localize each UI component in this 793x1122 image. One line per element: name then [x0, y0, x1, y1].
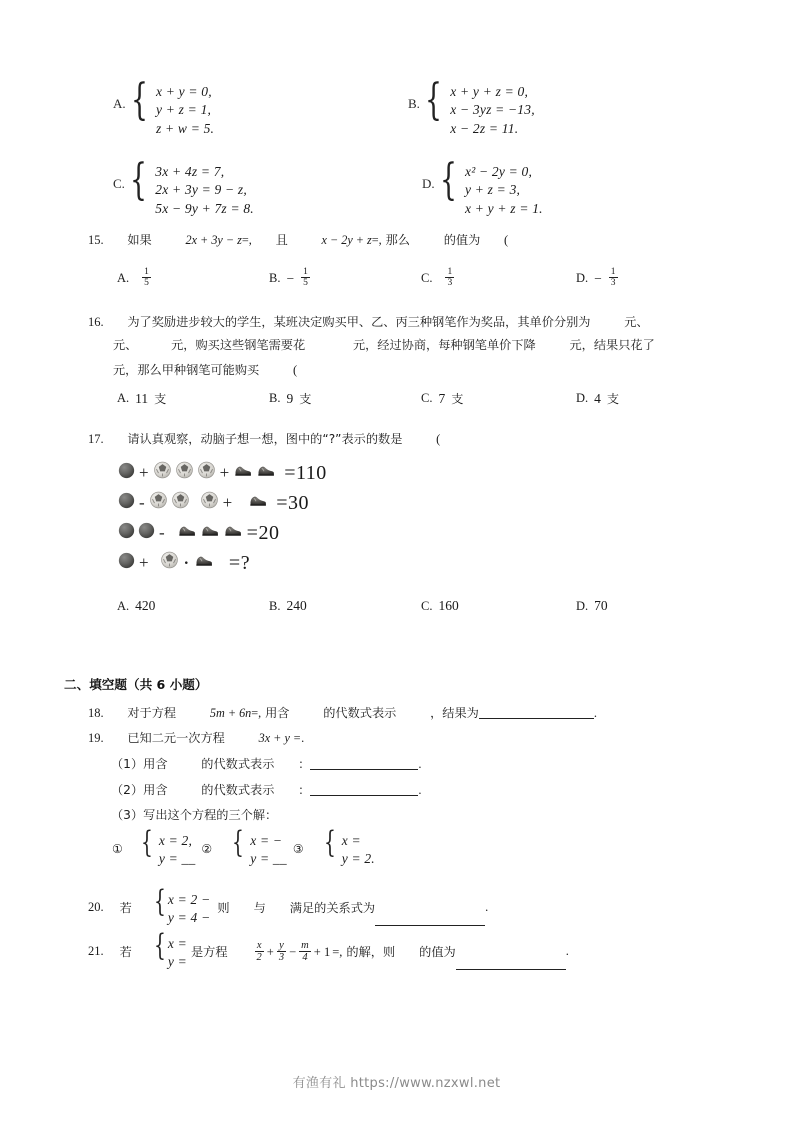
q19-solutions [112, 825, 375, 868]
question-19-sub1 [111, 755, 731, 774]
q16-option-B-unit: 支 [299, 392, 312, 406]
brace-icon: { [424, 75, 442, 125]
shoe-icon [194, 552, 214, 574]
light-ball-icon [197, 461, 216, 485]
q15-option-B-fraction [301, 267, 310, 288]
q19-sub1-label: （1） [111, 757, 144, 771]
q19-sub1-text-b: 的代数式表示 [201, 757, 275, 771]
q15-option-B[interactable] [269, 268, 421, 289]
q15-option-D-fraction [609, 267, 618, 288]
question-16-line2-c: 元，经过协商，每种钢笔单价下降 [352, 338, 536, 352]
q15-option-D-sign: − [594, 270, 602, 286]
brace-icon: { [232, 825, 245, 860]
question-16-line3-a: 元，那么甲种钢笔可能购买 [113, 363, 260, 377]
brace-icon: { [439, 155, 457, 205]
q17-option-B-value: 240 [286, 598, 307, 613]
equation-line: 3x + 4z = 7, [155, 164, 225, 179]
question-15-options [117, 268, 677, 289]
light-ball-icon [171, 491, 190, 515]
fraction-y-over-3 [277, 940, 286, 963]
q17-option-A-key: A. [117, 598, 130, 613]
question-15-text-1: 如果 [127, 233, 152, 247]
q15-option-A-fraction [142, 267, 151, 288]
equation-line: 2x + 3y = 9 − z, [155, 182, 247, 198]
minus-operator: - [139, 493, 145, 512]
brace-icon: { [130, 75, 148, 125]
fraction-m-over-4 [299, 940, 311, 963]
minus-operator: − [289, 945, 297, 960]
question-15-number: 15. [88, 233, 104, 247]
q17-option-C-key: C. [421, 598, 433, 613]
option-C-system [113, 155, 254, 217]
solution-line: x = 2, [158, 833, 193, 848]
system-line: y = 4 − [167, 910, 211, 926]
equation-line: y + z = 1, [156, 102, 212, 118]
option-B-system [408, 75, 535, 137]
question-16-paren: ( [293, 363, 298, 377]
q16-option-A[interactable] [117, 390, 269, 407]
question-21-colon: =, [332, 945, 343, 960]
question-17-paren: ( [436, 432, 441, 446]
q16-option-C-value: 7 [438, 390, 446, 406]
plus-operator: + [139, 463, 149, 482]
plus-operator: + [139, 553, 149, 572]
question-20 [88, 884, 489, 927]
q17-option-B-key: B. [269, 598, 281, 613]
puzzle-line-2-result: =30 [276, 491, 310, 514]
equation-line: z + w = 5. [156, 120, 215, 136]
question-20-text-2: 则 [217, 901, 230, 915]
question-16-line1-a: 为了奖励进步较大的学生，某班决定购买甲、乙、丙三种钢笔作为奖品，其单价分别为 [127, 315, 591, 329]
fraction-denominator: 5 [144, 278, 149, 289]
brace-icon: { [153, 884, 166, 919]
question-18-expr: 5m + 6n [209, 706, 252, 720]
puzzle-line-3 [118, 518, 327, 548]
question-16-line1-b: 元、 [624, 315, 649, 329]
q19-sub3-text: 写出这个方程的三个解： [143, 808, 278, 822]
dark-ball-icon [118, 492, 135, 515]
fraction-numerator: x [256, 940, 262, 951]
brace-icon: { [153, 928, 166, 963]
q19-sub2-text-b: 的代数式表示 [201, 783, 275, 797]
question-20-answer-blank[interactable] [375, 912, 485, 926]
question-15-colon-1: =, [241, 233, 252, 247]
question-21-text-2: 是方程 [190, 945, 228, 959]
question-20-text-4: 满足的关系式为 [289, 901, 376, 915]
q19-solution-2 [250, 830, 287, 868]
option-D-equations [465, 162, 543, 217]
minus-operator: - [159, 523, 165, 542]
question-17 [88, 430, 708, 449]
question-19-text-1: 已知二元一次方程 [127, 731, 225, 745]
fraction-x-over-2 [255, 940, 264, 963]
option-B-equations [450, 82, 535, 137]
page-watermark: 有渔有礼 https://www.nzxwl.net [292, 1076, 501, 1091]
question-18-answer-blank[interactable] [479, 705, 594, 719]
question-19-expr: 3x + y = [258, 731, 302, 745]
question-20-text-3: 与 [253, 901, 266, 915]
q17-option-D-key: D. [576, 598, 589, 613]
question-16 [88, 313, 713, 332]
question-17-options [117, 598, 677, 614]
q16-option-A-value: 11 [135, 390, 149, 406]
q16-option-B[interactable] [269, 390, 421, 407]
q17-option-B[interactable] [269, 598, 421, 614]
question-20-number: 20. [88, 900, 104, 914]
puzzle-line-4-result: =? [228, 551, 251, 574]
puzzle-line-1 [118, 458, 327, 488]
q17-option-A[interactable] [117, 598, 269, 614]
dark-ball-icon [118, 522, 135, 545]
question-15-expr-2: x − 2y + z [321, 233, 372, 247]
solution-line: y = __ [250, 851, 287, 867]
q19-sub2-text-a: 用含 [143, 783, 168, 797]
equation-line: 5x − 9y + 7z = 8. [155, 200, 254, 216]
q17-option-D[interactable] [576, 598, 608, 614]
q16-option-D-unit: 支 [606, 392, 620, 406]
option-D-key: D. [422, 176, 435, 191]
question-15-text-2: 且 [275, 233, 288, 247]
light-ball-icon [149, 491, 168, 515]
equation-line: x + y = 0, [156, 84, 212, 99]
question-16-options [117, 390, 677, 407]
fraction-numerator: 1 [447, 267, 453, 277]
q17-option-C[interactable] [421, 598, 576, 614]
shoe-icon [248, 492, 268, 514]
fraction-numerator: 1 [610, 267, 616, 277]
question-18-text-2: 用含 [265, 706, 290, 720]
q16-option-B-key: B. [269, 391, 281, 405]
light-ball-icon [200, 491, 219, 515]
solution-line: y = __ [158, 851, 196, 867]
solution-line: x = − [250, 833, 283, 848]
light-ball-icon [153, 461, 172, 485]
q19-solution-2-mark: ② [201, 842, 213, 856]
option-B-key: B. [408, 96, 420, 111]
question-16-line2 [113, 337, 713, 355]
fraction-numerator: 1 [144, 267, 149, 277]
shoe-icon [223, 522, 243, 544]
q16-option-D-value: 4 [594, 390, 601, 406]
question-19 [88, 729, 708, 748]
solution-line: x = [341, 833, 361, 848]
question-21-text-4: 的值为 [419, 945, 456, 959]
question-15-expr-1: 2x + 3y − z [185, 233, 242, 247]
fraction-denominator: 2 [256, 952, 262, 964]
question-15-text-3: 那么 [385, 233, 410, 247]
q19-sub3-label: （3） [111, 808, 144, 822]
q15-option-A-key: A. [117, 271, 130, 286]
q15-option-C-key: C. [421, 271, 433, 286]
question-17-puzzle [118, 458, 327, 578]
question-19-period: . [301, 731, 305, 745]
q19-solution-1 [159, 830, 196, 868]
question-15-text-4: 的值为 [443, 233, 481, 247]
q16-option-C[interactable] [421, 390, 576, 407]
question-18-period: . [593, 706, 597, 720]
equation-line: x² − 2y = 0, [465, 164, 533, 179]
fraction-denominator: 5 [303, 278, 308, 289]
q19-sub1-colon: ： [298, 757, 311, 771]
question-21-tail: + 1 [313, 945, 331, 960]
equation-line: x − 3yz = −13, [450, 102, 535, 118]
brace-icon: { [129, 155, 147, 205]
equation-line: x + y + z = 0, [450, 84, 529, 99]
shoe-icon [200, 522, 220, 544]
puzzle-line-3-result: =20 [246, 521, 280, 544]
question-21-period: . [565, 944, 569, 958]
q15-option-D[interactable] [576, 268, 619, 289]
fraction-numerator: y [279, 940, 284, 951]
dark-ball-icon [118, 462, 135, 485]
q15-option-D-key: D. [576, 271, 589, 286]
q19-sub2-label: （2） [111, 783, 144, 797]
brace-icon: { [323, 825, 336, 860]
option-A-system [113, 75, 215, 137]
question-16-number: 16. [88, 315, 104, 329]
question-21-equation [254, 933, 343, 964]
fraction-numerator: m [301, 940, 309, 951]
brace-icon: { [140, 825, 153, 860]
q16-option-A-key: A. [117, 391, 130, 405]
shoe-icon [177, 522, 197, 544]
question-19-number: 19. [88, 731, 104, 745]
q16-option-C-key: C. [421, 391, 433, 405]
q16-option-A-unit: 支 [154, 392, 167, 406]
puzzle-line-4: + · =? [118, 548, 327, 578]
question-17-number: 17. [88, 432, 104, 446]
question-16-line2-b: 元，购买这些钢笔需要花 [171, 338, 306, 352]
light-ball-icon [160, 551, 179, 575]
q16-option-B-value: 9 [286, 390, 294, 406]
question-16-line2-a: 元、 [113, 338, 138, 352]
question-20-system [168, 889, 211, 927]
question-18-number: 18. [88, 706, 104, 720]
plus-operator: + [219, 463, 230, 482]
question-15-paren: ( [504, 233, 509, 247]
q16-option-C-unit: 支 [451, 392, 464, 406]
q19-sub1-text-a: 用含 [143, 757, 168, 771]
q17-option-D-value: 70 [594, 598, 608, 613]
question-21-text-3: 的解，则 [346, 945, 396, 959]
option-C-equations [155, 162, 254, 217]
option-D-system [422, 155, 543, 217]
question-18-text-1: 对于方程 [127, 706, 177, 720]
shoe-icon [256, 462, 276, 484]
q16-option-D-key: D. [576, 391, 589, 405]
question-21-number: 21. [88, 944, 104, 958]
q19-solution-3-mark: ③ [292, 842, 304, 856]
light-ball-icon [175, 461, 194, 485]
puzzle-line-1-result: =110 [284, 461, 327, 484]
system-line: y = [167, 954, 187, 970]
q19-sub1-period: . [418, 757, 422, 771]
q17-option-C-value: 160 [438, 598, 459, 613]
question-16-line2-d: 元，结果只花了 [569, 338, 655, 352]
question-19-sub2 [111, 781, 731, 800]
q15-option-C-fraction [445, 267, 454, 288]
fraction-denominator: 3 [610, 278, 616, 289]
equation-line: x + y + z = 1. [465, 200, 543, 216]
question-18-colon: =, [251, 706, 262, 720]
plus-operator: + [222, 493, 233, 512]
question-20-period: . [485, 900, 489, 914]
fraction-denominator: 3 [447, 278, 453, 289]
q19-sub2-period: . [418, 783, 422, 797]
q15-option-C[interactable] [421, 268, 576, 289]
question-20-text-1: 若 [119, 901, 132, 915]
question-21-answer-blank[interactable] [456, 956, 566, 970]
q19-sub2-colon: ： [298, 783, 311, 797]
question-15 [88, 231, 708, 250]
q15-option-B-sign: − [286, 270, 295, 286]
q19-sub2-answer-blank[interactable] [310, 782, 418, 796]
question-21-text-1: 若 [119, 945, 132, 959]
question-18 [88, 704, 708, 723]
option-A-key: A. [113, 96, 126, 111]
q19-solution-3 [342, 830, 375, 868]
dark-ball-icon [138, 522, 155, 545]
solution-line: y = 2. [341, 851, 375, 867]
shoe-icon [233, 462, 253, 484]
option-A-equations [156, 82, 214, 137]
option-C-key: C. [113, 176, 125, 191]
question-19-sub3 [111, 807, 731, 825]
fraction-numerator: 1 [303, 267, 308, 277]
question-21 [88, 928, 569, 971]
question-18-text-3: 的代数式表示 [323, 706, 397, 720]
system-line: x = 2 − [167, 892, 211, 907]
question-18-text-4: ，结果为 [430, 706, 479, 720]
dark-ball-icon [118, 552, 135, 575]
q16-option-D[interactable] [576, 390, 619, 407]
question-16-line3 [113, 361, 713, 380]
section-2-heading: 二、填空题（共 6 小题） [64, 677, 208, 692]
q19-sub1-answer-blank[interactable] [310, 756, 418, 770]
equation-line: x − 2z = 11. [450, 120, 519, 136]
equation-line: y + z = 3, [465, 182, 521, 198]
plus-operator: + [266, 945, 274, 960]
fraction-denominator: 4 [302, 952, 308, 964]
fraction-denominator: 3 [278, 952, 285, 964]
q19-solution-1-mark: ① [112, 842, 123, 856]
q15-option-A[interactable] [117, 268, 269, 289]
question-21-system [168, 933, 187, 971]
question-17-text: 请认真观察，动脑子想一想，图中的“?”表示的数是 [127, 432, 403, 446]
system-line: x = [167, 936, 187, 951]
question-15-colon-2: =, [371, 233, 382, 247]
q15-option-B-key: B. [269, 271, 281, 286]
puzzle-line-2 [118, 488, 327, 518]
q17-option-A-value: 420 [135, 598, 156, 613]
